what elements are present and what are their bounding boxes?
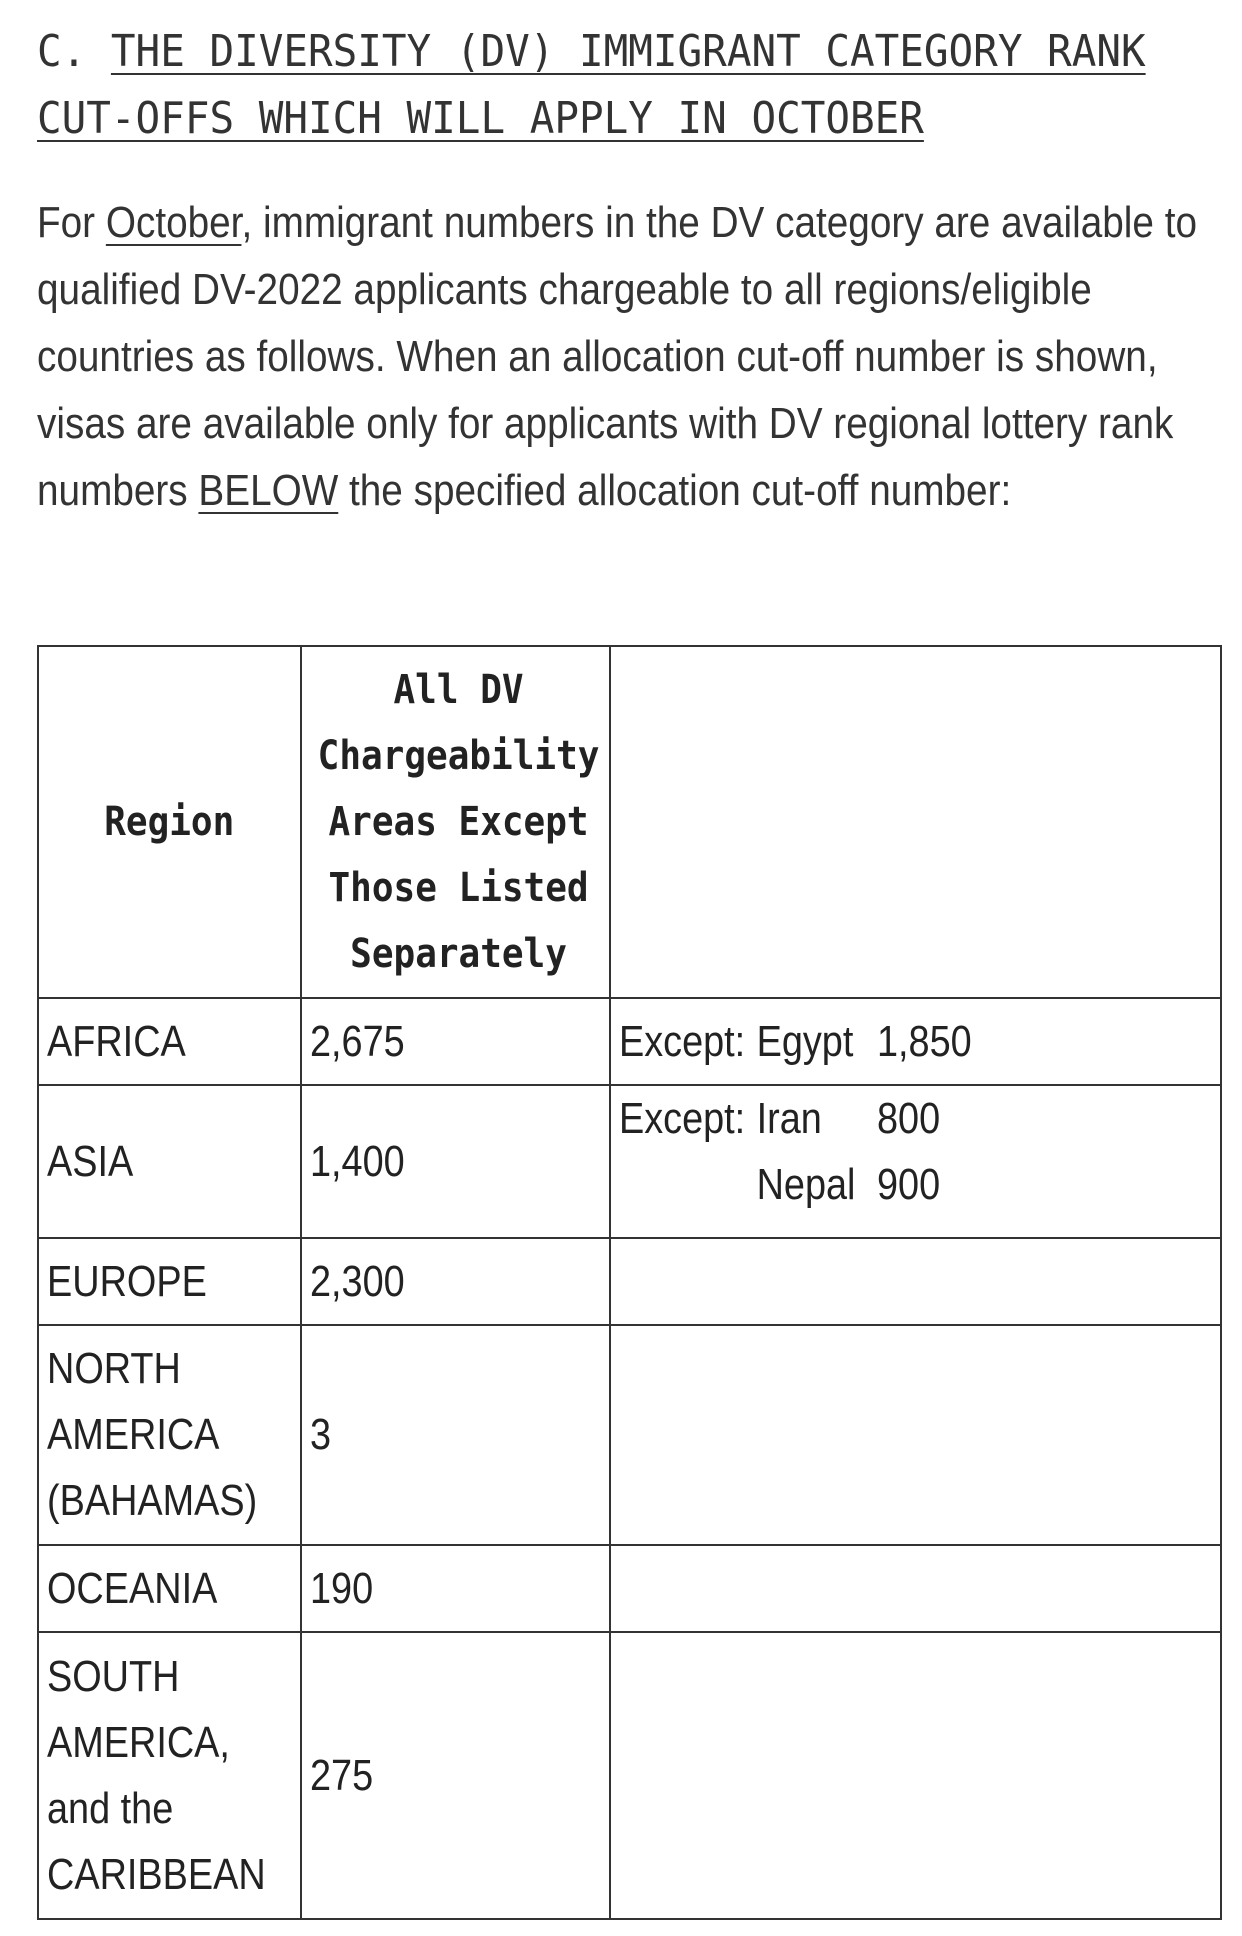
header-region-label: Region [104,799,235,845]
header-exceptions [610,646,1221,998]
exception-list [619,1086,940,1218]
intro-month: October [105,198,242,247]
exception-line [619,1160,940,1209]
section-letter: C. [37,26,87,77]
region-name: AFRICA [47,1016,186,1066]
cutoff-value: 1,400 [310,1136,405,1186]
exception-country: Egypt [756,1016,854,1066]
region-name: ASIA [47,1136,134,1186]
intro-text-2: , immigrant numbers in the DV category are available to qualified DV-2022 applicants chargeable to all regions/eligible countries as follows. When an allocation cut-off number is shown, visas are available only for applicants with DV regional lottery rank numbers [37,198,1197,515]
table-row [38,998,1221,1085]
cutoff-cell [301,1325,610,1545]
cutoff-value: 2,675 [310,1016,405,1066]
region-name-line: CARIBBEAN [47,1849,266,1899]
header-all-line5: Separately [350,931,567,977]
region-cell [38,1085,301,1238]
cutoff-value: 2,300 [310,1256,405,1306]
region-name [47,1644,266,1908]
region-cell [38,1545,301,1632]
exceptions-cell [610,1238,1221,1325]
table-row [38,1545,1221,1632]
region-name-line: NORTH [47,1344,181,1393]
region-name-line: (BAHAMAS) [47,1476,258,1525]
header-all-areas [301,646,610,998]
exception-number: 900 [877,1160,941,1209]
intro-paragraph [37,189,1216,524]
table-row [38,1085,1221,1238]
exception-label: Except: [619,1016,746,1066]
intro-emphasis: BELOW [198,466,339,515]
region-cell [38,1325,301,1545]
header-all-line3: Areas Except [328,799,589,845]
region-name-line: AMERICA [47,1410,220,1459]
region-cell [38,998,301,1085]
exception-number: 1,850 [877,1016,972,1066]
exception-country: Nepal [756,1160,856,1209]
exception-line [619,1009,972,1075]
region-name-line: and the [47,1783,174,1833]
table-header-row [38,646,1221,998]
region-cell [38,1238,301,1325]
table-row [38,1238,1221,1325]
section-title-line1: THE DIVERSITY (DV) IMMIGRANT CATEGORY RANK [110,26,1146,77]
section-heading [37,18,1237,152]
exception-label: Except: [619,1094,746,1143]
header-all-areas-label [318,657,600,987]
region-name-line: SOUTH [47,1651,180,1701]
section-title-line2: CUT-OFFS WHICH WILL APPLY IN OCTOBER [37,93,924,144]
header-all-line4: Those Listed [328,865,589,911]
region-name [47,1336,257,1534]
region-name-line: AMERICA, [47,1717,230,1767]
exceptions-cell [610,1545,1221,1632]
intro-text-1: For [37,198,106,247]
exceptions-cell [610,1632,1221,1919]
header-all-line1: All DV [393,667,524,713]
cutoff-cell [301,1632,610,1919]
region-cell [38,1632,301,1919]
exceptions-cell [610,998,1221,1085]
cutoff-value: 190 [310,1563,374,1613]
cutoff-value: 3 [310,1410,332,1459]
article-content [37,18,1217,524]
region-name: OCEANIA [47,1563,218,1613]
cutoff-cell [301,1238,610,1325]
header-all-line2: Chargeability [317,733,600,779]
exceptions-cell [610,1325,1221,1545]
exception-number: 800 [877,1094,941,1143]
table-row [38,1632,1221,1919]
header-region [38,646,301,998]
cutoff-table [37,645,1222,1920]
exception-country: Iran [756,1094,822,1143]
table-row [38,1325,1221,1545]
cutoff-cell [301,1545,610,1632]
exception-line [619,1094,940,1143]
cutoff-cell [301,998,610,1085]
cutoff-cell [301,1085,610,1238]
intro-text-3: the specified allocation cut-off number: [338,466,1012,515]
region-name: EUROPE [47,1256,207,1306]
cutoff-value: 275 [310,1750,374,1800]
exceptions-cell [610,1085,1221,1238]
